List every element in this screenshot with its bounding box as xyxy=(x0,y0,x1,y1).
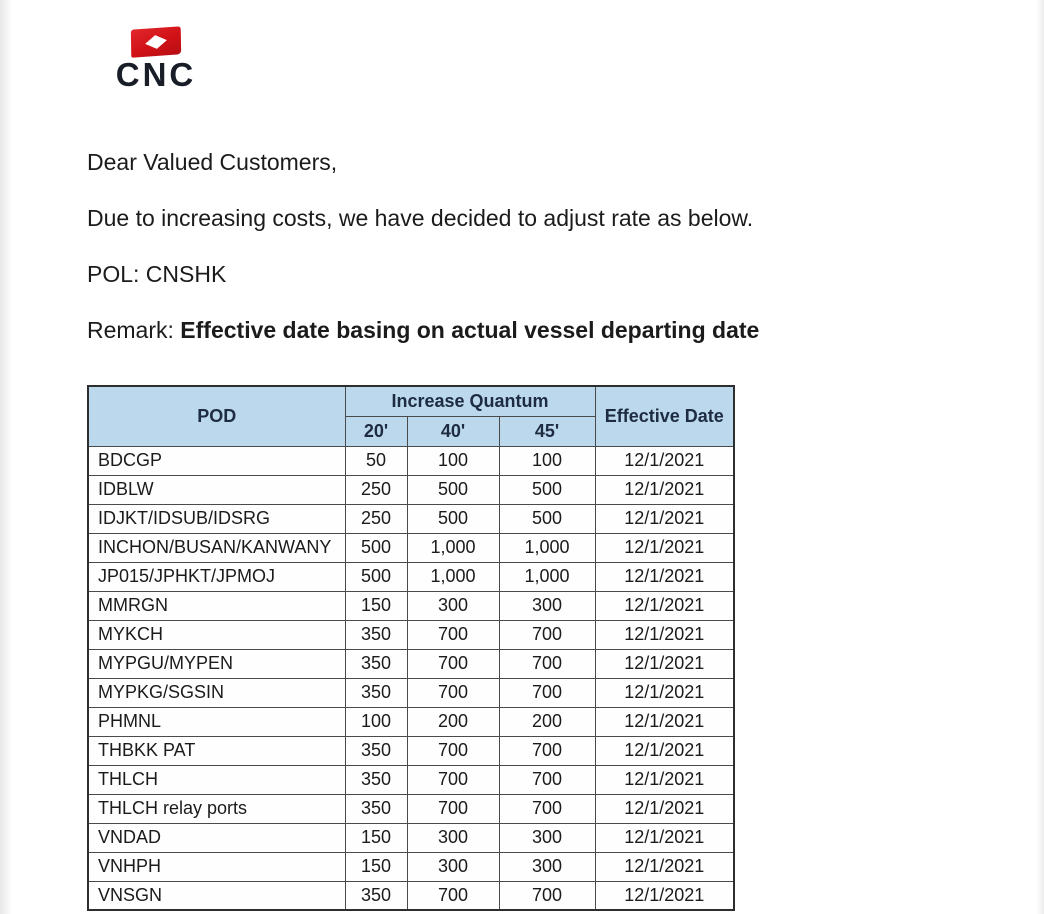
pod-cell: THLCH relay ports xyxy=(88,794,345,823)
quantum-45-cell: 500 xyxy=(499,475,595,504)
quantum-20-cell: 100 xyxy=(345,707,407,736)
quantum-45-cell: 1,000 xyxy=(499,533,595,562)
document-page xyxy=(87,0,760,914)
pod-cell: MYPGU/MYPEN xyxy=(88,649,345,678)
quantum-45-cell: 700 xyxy=(499,794,595,823)
quantum-20-cell: 250 xyxy=(345,475,407,504)
effective-date-cell: 12/1/2021 xyxy=(595,765,734,794)
effective-date-cell: 12/1/2021 xyxy=(595,852,734,881)
table-row xyxy=(88,562,734,591)
pod-cell: BDCGP xyxy=(88,446,345,475)
effective-date-column-header: Effective Date xyxy=(595,386,734,446)
quantum-20-cell: 500 xyxy=(345,533,407,562)
quantum-45-cell: 300 xyxy=(499,852,595,881)
rate-table xyxy=(87,385,735,911)
size-40-column-header: 40' xyxy=(407,416,499,446)
quantum-20-cell: 150 xyxy=(345,823,407,852)
quantum-40-cell: 500 xyxy=(407,475,499,504)
table-row xyxy=(88,504,734,533)
rate-table-body xyxy=(88,446,734,910)
quantum-45-cell: 300 xyxy=(499,823,595,852)
table-row xyxy=(88,823,734,852)
quantum-40-cell: 1,000 xyxy=(407,533,499,562)
effective-date-cell: 12/1/2021 xyxy=(595,649,734,678)
quantum-40-cell: 700 xyxy=(407,649,499,678)
quantum-20-cell: 350 xyxy=(345,736,407,765)
quantum-40-cell: 300 xyxy=(407,591,499,620)
effective-date-cell: 12/1/2021 xyxy=(595,794,734,823)
quantum-40-cell: 700 xyxy=(407,620,499,649)
quantum-45-cell: 700 xyxy=(499,678,595,707)
quantum-20-cell: 350 xyxy=(345,649,407,678)
pod-cell: INCHON/BUSAN/KANWANY xyxy=(88,533,345,562)
quantum-20-cell: 350 xyxy=(345,794,407,823)
effective-date-cell: 12/1/2021 xyxy=(595,736,734,765)
pod-cell: VNSGN xyxy=(88,881,345,910)
effective-date-cell: 12/1/2021 xyxy=(595,533,734,562)
quantum-40-cell: 700 xyxy=(407,736,499,765)
table-row xyxy=(88,707,734,736)
pod-cell: MYPKG/SGSIN xyxy=(88,678,345,707)
quantum-40-cell: 700 xyxy=(407,678,499,707)
quantum-45-cell: 1,000 xyxy=(499,562,595,591)
quantum-20-cell: 350 xyxy=(345,765,407,794)
quantum-40-cell: 200 xyxy=(407,707,499,736)
size-45-column-header: 45' xyxy=(499,416,595,446)
effective-date-cell: 12/1/2021 xyxy=(595,446,734,475)
table-row xyxy=(88,736,734,765)
pod-cell: VNDAD xyxy=(88,823,345,852)
quantum-45-cell: 100 xyxy=(499,446,595,475)
remark-text xyxy=(87,317,759,345)
remark-bold-text: Effective date basing on actual vessel departing date xyxy=(180,317,760,343)
table-row xyxy=(88,591,734,620)
cnc-logo xyxy=(107,28,205,91)
pod-cell: MYKCH xyxy=(88,620,345,649)
effective-date-cell: 12/1/2021 xyxy=(595,591,734,620)
pod-cell: IDJKT/IDSUB/IDSRG xyxy=(88,504,345,533)
effective-date-cell: 12/1/2021 xyxy=(595,504,734,533)
table-row xyxy=(88,881,734,910)
pod-cell: THBKK PAT xyxy=(88,736,345,765)
remark-label: Remark: xyxy=(87,317,181,343)
effective-date-cell: 12/1/2021 xyxy=(595,620,734,649)
effective-date-cell: 12/1/2021 xyxy=(595,475,734,504)
size-20-column-header: 20' xyxy=(345,416,407,446)
quantum-20-cell: 150 xyxy=(345,852,407,881)
table-row xyxy=(88,533,734,562)
quantum-40-cell: 500 xyxy=(407,504,499,533)
pod-cell: VNHPH xyxy=(88,852,345,881)
effective-date-cell: 12/1/2021 xyxy=(595,881,734,910)
table-row xyxy=(88,446,734,475)
quantum-40-cell: 700 xyxy=(407,765,499,794)
cnc-flag-icon xyxy=(131,26,181,58)
left-edge-shadow xyxy=(0,0,12,914)
quantum-20-cell: 50 xyxy=(345,446,407,475)
right-edge-shadow xyxy=(1036,0,1044,914)
quantum-40-cell: 700 xyxy=(407,881,499,910)
effective-date-cell: 12/1/2021 xyxy=(595,678,734,707)
quantum-20-cell: 150 xyxy=(345,591,407,620)
quantum-45-cell: 700 xyxy=(499,765,595,794)
quantum-45-cell: 200 xyxy=(499,707,595,736)
pod-cell: IDBLW xyxy=(88,475,345,504)
quantum-20-cell: 350 xyxy=(345,881,407,910)
rate-table-header xyxy=(88,386,734,446)
table-row xyxy=(88,678,734,707)
table-row xyxy=(88,852,734,881)
body-text: Due to increasing costs, we have decided to adjust rate as below. xyxy=(87,205,754,231)
table-row xyxy=(88,475,734,504)
greeting-text: Dear Valued Customers, xyxy=(87,149,338,175)
quantum-20-cell: 350 xyxy=(345,678,407,707)
quantum-20-cell: 500 xyxy=(345,562,407,591)
effective-date-cell: 12/1/2021 xyxy=(595,823,734,852)
quantum-45-cell: 700 xyxy=(499,881,595,910)
quantum-45-cell: 500 xyxy=(499,504,595,533)
pol-text: POL: CNSHK xyxy=(87,261,227,287)
pod-cell: PHMNL xyxy=(88,707,345,736)
quantum-40-cell: 300 xyxy=(407,823,499,852)
quantum-20-cell: 350 xyxy=(345,620,407,649)
pod-cell: MMRGN xyxy=(88,591,345,620)
quantum-20-cell: 250 xyxy=(345,504,407,533)
quantum-40-cell: 300 xyxy=(407,852,499,881)
quantum-40-cell: 1,000 xyxy=(407,562,499,591)
pod-column-header: POD xyxy=(88,386,345,446)
table-row xyxy=(88,765,734,794)
quantum-40-cell: 100 xyxy=(407,446,499,475)
effective-date-cell: 12/1/2021 xyxy=(595,707,734,736)
quantum-45-cell: 300 xyxy=(499,591,595,620)
pod-cell: THLCH xyxy=(88,765,345,794)
increase-quantum-header: Increase Quantum xyxy=(345,386,595,416)
quantum-45-cell: 700 xyxy=(499,649,595,678)
quantum-40-cell: 700 xyxy=(407,794,499,823)
flag-diamond-shape xyxy=(144,33,167,51)
table-row xyxy=(88,649,734,678)
quantum-45-cell: 700 xyxy=(499,620,595,649)
table-row xyxy=(88,620,734,649)
logo-brand-text: CNC xyxy=(115,56,197,93)
table-row xyxy=(88,794,734,823)
quantum-45-cell: 700 xyxy=(499,736,595,765)
pod-cell: JP015/JPHKT/JPMOJ xyxy=(88,562,345,591)
effective-date-cell: 12/1/2021 xyxy=(595,562,734,591)
